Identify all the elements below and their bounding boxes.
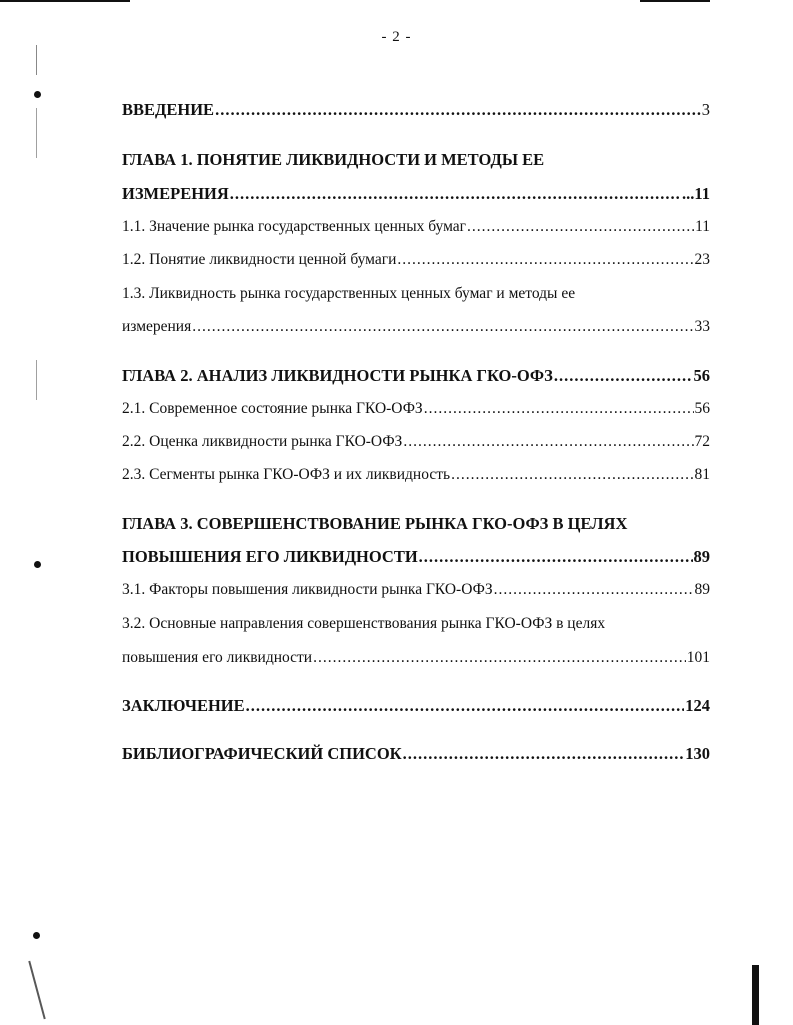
toc-leader xyxy=(451,465,693,485)
toc-entry-title: 2.2. Оценка ликвидности рынка ГКО-ОФЗ xyxy=(122,433,403,450)
scan-artifact-top xyxy=(0,0,130,2)
toc-entry-1-3-line1[interactable]: 1.3. Ликвидность рынка государственных ценных бумаг и методы ее xyxy=(122,285,576,302)
toc-entry-title: 1.1. Значение рынка государственных ценных бумаг xyxy=(122,218,467,235)
scan-artifact-line xyxy=(36,108,37,158)
toc-entry-chapter-1-line1[interactable]: ГЛАВА 1. ПОНЯТИЕ ЛИКВИДНОСТИ И МЕТОДЫ ЕЕ xyxy=(122,150,545,169)
scan-artifact-dot xyxy=(34,91,41,98)
toc-entry-title: измерения xyxy=(122,318,192,335)
toc-entry-page: 3 xyxy=(701,100,710,119)
toc-entry-title: ВВЕДЕНИЕ xyxy=(122,100,215,119)
scan-artifact-top-right xyxy=(640,0,710,2)
toc-entry-title: БИБЛИОГРАФИЧЕСКИЙ СПИСОК xyxy=(122,744,402,763)
scan-artifact-line xyxy=(36,45,37,75)
scan-artifact-line xyxy=(28,961,45,1019)
toc-entry-page: 89 xyxy=(694,581,710,598)
toc-entry-title: 2.1. Современное состояние рынка ГКО-ОФЗ xyxy=(122,400,423,417)
toc-entry-3-1[interactable] xyxy=(122,580,710,600)
toc-leader xyxy=(424,399,694,419)
toc-leader xyxy=(494,580,694,600)
toc-leader xyxy=(230,184,681,204)
toc-entry-title: 1.2. Понятие ликвидности ценной бумаги xyxy=(122,251,397,268)
toc-entry-title: ЗАКЛЮЧЕНИЕ xyxy=(122,696,245,715)
toc-entry-chapter-2[interactable] xyxy=(122,366,710,386)
toc-entry-title: 3.1. Факторы повышения ликвидности рынка ГКО-ОФЗ xyxy=(122,581,493,598)
toc-leader xyxy=(419,547,693,567)
toc-leader xyxy=(467,217,694,237)
toc-entry-page: 72 xyxy=(694,433,710,450)
toc-entry-page: 124 xyxy=(685,696,710,715)
toc-entry-1-3[interactable] xyxy=(122,317,710,337)
toc-entry-page: 23 xyxy=(694,251,710,268)
toc-leader xyxy=(403,432,693,452)
page-number: - 2 - xyxy=(381,29,412,45)
toc-entry-title: ГЛАВА 2. АНАЛИЗ ЛИКВИДНОСТИ РЫНКА ГКО-ОФЗ xyxy=(122,366,553,385)
toc-entry-chapter-1[interactable] xyxy=(122,184,710,204)
toc-entry-bibliography[interactable] xyxy=(122,744,710,764)
scan-artifact-bar-right xyxy=(752,965,759,1025)
toc-entry-page: 56 xyxy=(693,366,710,385)
toc-leader xyxy=(313,648,686,668)
toc-leader xyxy=(403,744,685,764)
toc-entry-chapter-3-line1[interactable]: ГЛАВА 3. СОВЕРШЕНСТВОВАНИЕ РЫНКА ГКО-ОФЗ В ЦЕЛЯХ xyxy=(122,514,628,533)
toc-entry-page: 81 xyxy=(694,466,710,483)
toc-entry-intro[interactable] xyxy=(122,100,710,120)
toc-entry-chapter-3[interactable] xyxy=(122,547,710,567)
scan-artifact-dot xyxy=(33,932,40,939)
toc-entry-title: ПОВЫШЕНИЯ ЕГО ЛИКВИДНОСТИ xyxy=(122,547,418,566)
toc-entry-page: 56 xyxy=(694,400,710,417)
toc-entry-1-2[interactable] xyxy=(122,250,710,270)
toc-entry-page: 101 xyxy=(686,649,710,666)
toc-entry-page: 11 xyxy=(695,218,710,235)
toc-entry-page: 89 xyxy=(693,547,710,566)
toc-leader xyxy=(192,317,693,337)
toc-entry-2-1[interactable] xyxy=(122,399,710,419)
toc-entry-title: ИЗМЕРЕНИЯ xyxy=(122,184,229,203)
scan-artifact-dot xyxy=(34,561,41,568)
toc-entry-1-1[interactable] xyxy=(122,217,710,237)
toc-entry-title: 2.3. Сегменты рынка ГКО-ОФЗ и их ликвидность xyxy=(122,466,451,483)
toc-entry-3-2[interactable] xyxy=(122,648,710,668)
toc-entry-3-2-line1[interactable]: 3.2. Основные направления совершенствования рынка ГКО-ОФЗ в целях xyxy=(122,615,606,632)
scan-artifact-line xyxy=(36,360,37,400)
toc-entry-2-2[interactable] xyxy=(122,432,710,452)
toc-leader xyxy=(246,696,685,716)
toc-entry-2-3[interactable] xyxy=(122,465,710,485)
toc-entry-page: 33 xyxy=(694,318,710,335)
toc-entry-page: 130 xyxy=(685,744,710,763)
toc-entry-conclusion[interactable] xyxy=(122,696,710,716)
toc-entry-title: повышения его ликвидности xyxy=(122,649,313,666)
toc-leader xyxy=(554,366,693,386)
toc-leader xyxy=(397,250,693,270)
toc-leader xyxy=(215,100,701,120)
toc-entry-page: ...11 xyxy=(682,184,710,203)
